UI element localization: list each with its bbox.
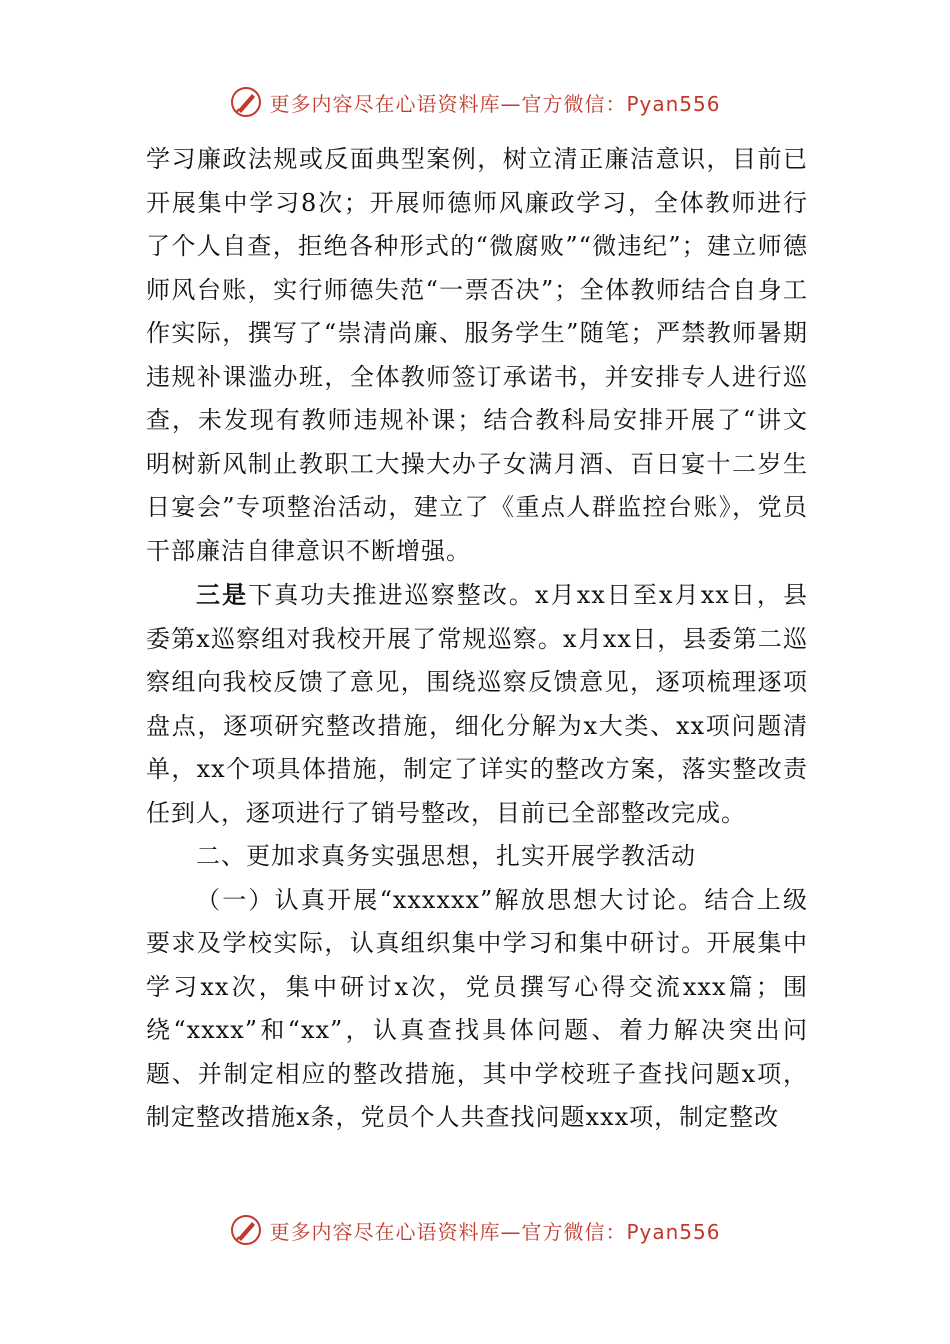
banner-text: 更多内容尽在心语资料库—官方微信：Pyan556 — [269, 1219, 721, 1244]
paragraph-1: 学习廉政法规或反面典型案例，树立清正廉洁意识，目前已开展集中学习8次；开展师德师风廉政学习，全体教师进行了个人自查，拒绝各种形式的“微腐败”“微违纪”；建立师德师风台账，实行师德失范“一票否决”；全体教师结合自身工作实际，撰写了“崇清尚廉、服务学生”随笔；严禁教师暑期违规补课滥办班，全体教师签订承诺书，并安排专人进行巡查，未发现有教师违规补课；结合教科局安排开展了“讲文明树新风制止教职工大操大办子女满月酒、百日宴十二岁生日宴会”专项整治活动，建立了《重点人群监控台账》，党员干部廉洁自律意识不断增强。 — [146, 145, 808, 565]
paragraph-3: （一）认真开展“xxxxxx”解放思想大讨论。结合上级要求及学校实际，认真组织集中学习和集中研讨。开展集中学习xx次，集中研讨x次，党员撰写心得交流xxx篇；围绕“xxxx”和“xx”，认真查找具体问题、着力解决突出问题、并制定相应的整改措施，其中学校班子查找问题x项，制定整改措施x条，党员个人共查找问题xxx项，制定整改 — [146, 885, 808, 1131]
pen-logo-icon — [229, 1213, 263, 1247]
paragraph-2-lead: 三是 — [196, 580, 249, 609]
section-heading-2: 二、更加求真务实强思想，扎实开展学教活动 — [196, 842, 696, 870]
paragraph-2-text: 下真功夫推进巡察整改。x月xx日至x月xx日，县委第x巡察组对我校开展了常规巡察。x月xx日，县委第二巡察组向我校反馈了意见，围绕巡察反馈意见，逐项梳理逐项盘点，逐项研究整改措施，细化分解为x大类、xx项问题清单，xx个项具体措施，制定了详实的整改方案，落实整改责任到人，逐项进行了销号整改，目前已全部整改完成。 — [146, 581, 808, 827]
banner-text: 更多内容尽在心语资料库—官方微信：Pyan556 — [269, 91, 721, 116]
footer-watermark-banner — [0, 1210, 950, 1250]
header-watermark-banner — [0, 82, 950, 122]
pen-logo-icon — [229, 85, 263, 119]
paragraph-2 — [146, 573, 808, 835]
document-body — [146, 138, 808, 1140]
